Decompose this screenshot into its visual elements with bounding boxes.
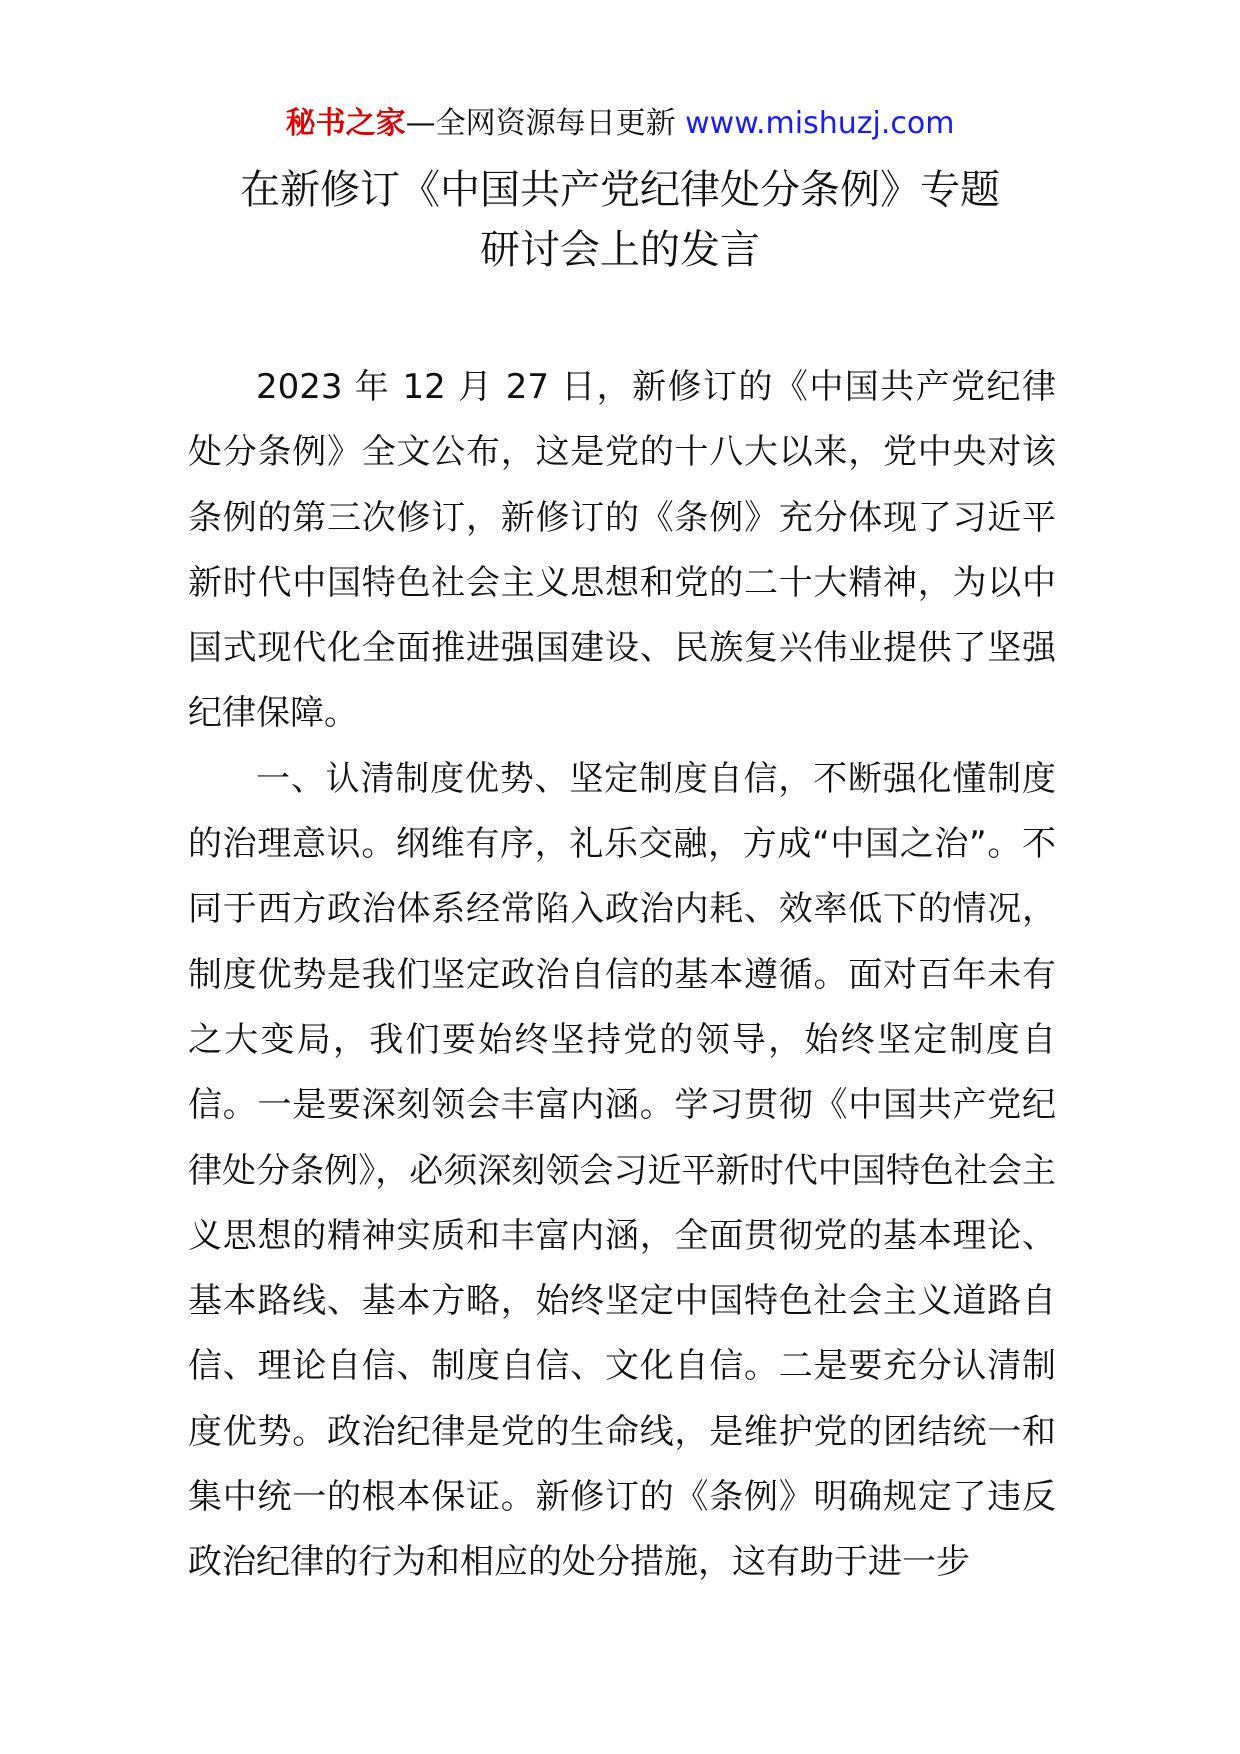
site-tagline: —全网资源每日更新 bbox=[405, 106, 686, 141]
site-brand: 秘书之家 bbox=[285, 106, 406, 141]
site-header bbox=[0, 100, 1240, 148]
site-url-link[interactable]: www.mishuzj.com bbox=[685, 106, 955, 141]
paragraph-section-1: 一、认清制度优势、坚定制度自信，不断强化懂制度的治理意识。纲维有序，礼乐交融，方成“中国之治”。不同于西方政治体系经常陷入政治内耗、效率低下的情况，制度优势是我们坚定政治自信的基本遵循。面对百年未有之大变局，我们要始终坚持党的领导，始终坚定制度自信。一是要深刻领会丰富内涵。学习贯彻《中国共产党纪律处分条例》，必须深刻领会习近平新时代中国特色社会主义思想的精神实质和丰富内涵，全面贯彻党的基本理论、基本路线、基本方略，始终坚定中国特色社会主义道路自信、理论自信、制度自信、文化自信。二是要充分认清制度优势。政治纪律是党的生命线，是维护党的团结统一和集中统一的根本保证。新修订的《条例》明确规定了违反政治纪律的行为和相应的处分措施，这有助于进一步 bbox=[188, 758, 1056, 1583]
document-title bbox=[0, 160, 1240, 280]
title-line-1: 在新修订《中国共产党纪律处分条例》专题 bbox=[240, 167, 1000, 213]
title-line-2: 研讨会上的发言 bbox=[480, 227, 760, 273]
paragraph-intro: 2023 年 12 月 27 日，新修订的《中国共产党纪律处分条例》全文公布，这是党的十八大以来，党中央对该条例的第三次修订，新修订的《条例》充分体现了习近平新时代中国特色社会主义思想和党的二十大精神，为以中国式现代化全面推进强国建设、民族复兴伟业提供了坚强纪律保障。 bbox=[188, 367, 1056, 734]
document-body bbox=[188, 355, 1056, 1596]
